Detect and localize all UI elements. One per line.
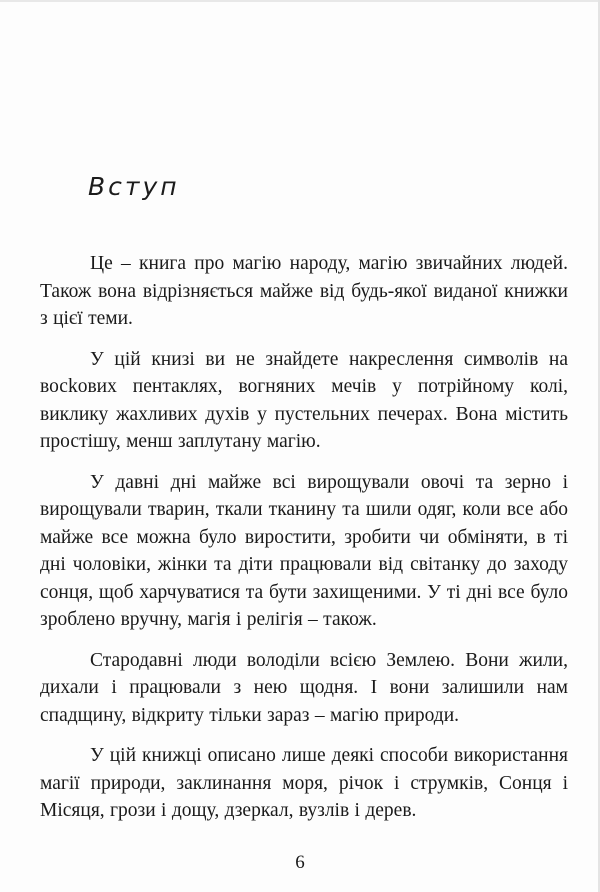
page-edge-top bbox=[0, 0, 600, 2]
paragraph-3: У давні дні майже всі вирощували овочі та зерно і вирощували тварин, ткали тканину та шили одяг, коли все або майже все можна було виростити, зробити чи обміняти, в ті дні чоловіки, жінки та діти працювали від світанку до заходу сонця, щоб харчуватися та бути захищеними. У ті дні все було зроблено вручну, магія і релігія – також. bbox=[40, 471, 568, 630]
paragraph-1: Це – книга про магію народу, магію звичайних людей. Також вона відрізняється майже від будь-якої виданої книжки з цієї теми. bbox=[40, 253, 568, 329]
paragraph-5: У цій книжці описано лише деякі способи використання магії природи, заклинання моря, річок і струмків, Сонця і Місяця, грози і дощу, дзеркал, вузлів і дерев. bbox=[40, 745, 568, 821]
chapter-heading: Вступ bbox=[88, 172, 180, 201]
page-number: 6 bbox=[295, 852, 305, 873]
body-text bbox=[40, 250, 568, 838]
paragraph-2: У цій книзі ви не знайдете накреслення символів на восkових пентаклях, вогняних мечів у потрійному колі, виклику жахливих духів у пустельних печерах. Вона містить простішу, менш заплутану магію. bbox=[40, 348, 568, 452]
paragraph-4: Стародавні люди володіли всією Землею. Вони жили, дихали і працювали з нею щодня. І вони залишили нам спадщину, відкриту тільки зараз – магію природи. bbox=[40, 649, 568, 726]
